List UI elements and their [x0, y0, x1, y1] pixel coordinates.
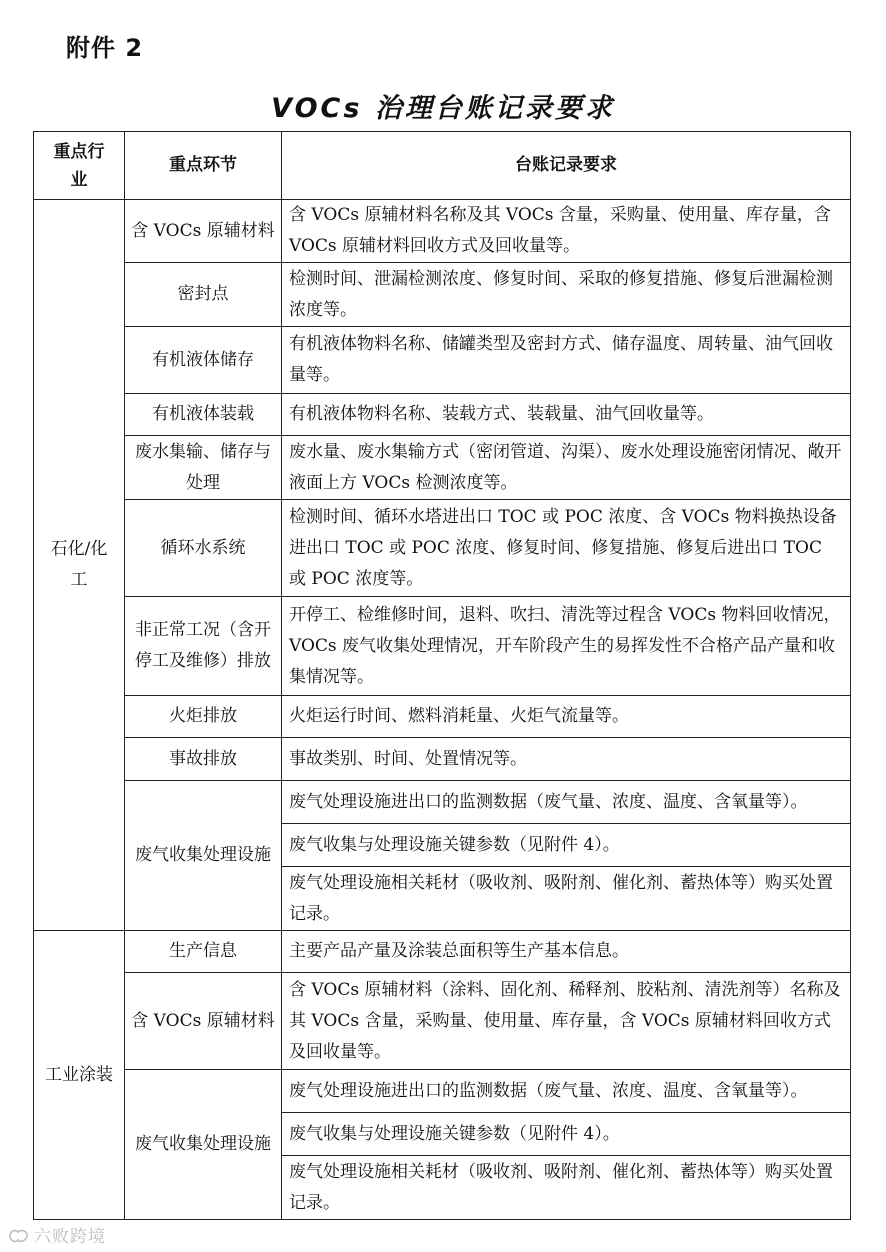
- table-row: [34, 696, 851, 738]
- requirement-cell: 事故类别、时间、处置情况等。: [282, 738, 851, 781]
- process-cell: 生产信息: [125, 931, 282, 973]
- requirement-cell: 废气处理设施相关耗材（吸收剂、吸附剂、催化剂、蓄热体等）购买处置记录。: [282, 867, 851, 931]
- process-cell: 废气收集处理设施: [125, 1070, 282, 1220]
- requirement-cell: 含 VOCs 原辅材料名称及其 VOCs 含量，采购量、使用量、库存量，含 VOCs 原辅材料回收方式及回收量等。: [282, 200, 851, 263]
- process-cell: 废水集输、储存与处理: [125, 436, 282, 500]
- requirement-cell: 检测时间、泄漏检测浓度、修复时间、采取的修复措施、修复后泄漏检测浓度等。: [282, 263, 851, 327]
- table-row: [34, 327, 851, 394]
- column-header-requirements: 台账记录要求: [282, 132, 851, 200]
- industry-cell: 工业涂装: [34, 931, 125, 1220]
- table-row: [34, 263, 851, 327]
- requirement-cell: 废气收集与处理设施关键参数（见附件 4）。: [282, 824, 851, 867]
- requirement-cell: 有机液体物料名称、装载方式、装载量、油气回收量等。: [282, 394, 851, 436]
- requirement-cell: 检测时间、循环水塔进出口 TOC 或 POC 浓度、含 VOCs 物料换热设备进出口 TOC 或 POC 浓度、修复时间、修复措施、修复后进出口 TOC 或 POC 浓度等。: [282, 500, 851, 597]
- voc-ledger-table: [33, 131, 851, 1220]
- watermark-text: 六败跨境: [34, 1227, 106, 1247]
- requirement-cell: 废气收集与处理设施关键参数（见附件 4）。: [282, 1113, 851, 1156]
- requirement-cell: 火炬运行时间、燃料消耗量、火炬气流量等。: [282, 696, 851, 738]
- document-title: VOCs 治理台账记录要求: [271, 93, 615, 124]
- process-cell: 废气收集处理设施: [125, 781, 282, 931]
- requirement-cell: 废气处理设施相关耗材（吸收剂、吸附剂、催化剂、蓄热体等）购买处置记录。: [282, 1156, 851, 1220]
- process-cell: 火炬排放: [125, 696, 282, 738]
- process-cell: 非正常工况（含开停工及维修）排放: [125, 597, 282, 696]
- table-row: [34, 738, 851, 781]
- brand-logo-icon: [8, 1227, 30, 1245]
- table-row: [34, 500, 851, 597]
- process-cell: 事故排放: [125, 738, 282, 781]
- requirement-cell: 废水量、废水集输方式（密闭管道、沟渠）、废水处理设施密闭情况、敞开液面上方 VOCs 检测浓度等。: [282, 436, 851, 500]
- process-cell: 循环水系统: [125, 500, 282, 597]
- table-row: [34, 1070, 851, 1113]
- table-row: [34, 973, 851, 1070]
- table-row: [34, 200, 851, 263]
- table-row: [34, 931, 851, 973]
- process-cell: 含 VOCs 原辅材料: [125, 200, 282, 263]
- column-header-industry: 重点行业: [34, 132, 125, 200]
- process-cell: 密封点: [125, 263, 282, 327]
- requirement-cell: 废气处理设施进出口的监测数据（废气量、浓度、温度、含氧量等）。: [282, 1070, 851, 1113]
- table-row: [34, 597, 851, 696]
- watermark: [8, 1222, 106, 1247]
- column-header-process: 重点环节: [125, 132, 282, 200]
- industry-cell: 石化/化工: [34, 200, 125, 931]
- table-header-row: [34, 132, 851, 200]
- requirement-cell: 含 VOCs 原辅材料（涂料、固化剂、稀释剂、胶粘剂、清洗剂等）名称及其 VOCs 含量，采购量、使用量、库存量，含 VOCs 原辅材料回收方式及回收量等。: [282, 973, 851, 1070]
- process-cell: 有机液体储存: [125, 327, 282, 394]
- table-row: [34, 394, 851, 436]
- attachment-label: 附件 2: [66, 34, 144, 62]
- table-row: [34, 436, 851, 500]
- requirement-cell: 有机液体物料名称、储罐类型及密封方式、储存温度、周转量、油气回收量等。: [282, 327, 851, 394]
- requirement-cell: 废气处理设施进出口的监测数据（废气量、浓度、温度、含氧量等）。: [282, 781, 851, 824]
- process-cell: 有机液体装载: [125, 394, 282, 436]
- requirement-cell: 主要产品产量及涂装总面积等生产基本信息。: [282, 931, 851, 973]
- process-cell: 含 VOCs 原辅材料: [125, 973, 282, 1070]
- requirement-cell: 开停工、检维修时间，退料、吹扫、清洗等过程含 VOCs 物料回收情况，VOCs 废气收集处理情况，开车阶段产生的易挥发性不合格产品产量和收集情况等。: [282, 597, 851, 696]
- table-row: [34, 781, 851, 824]
